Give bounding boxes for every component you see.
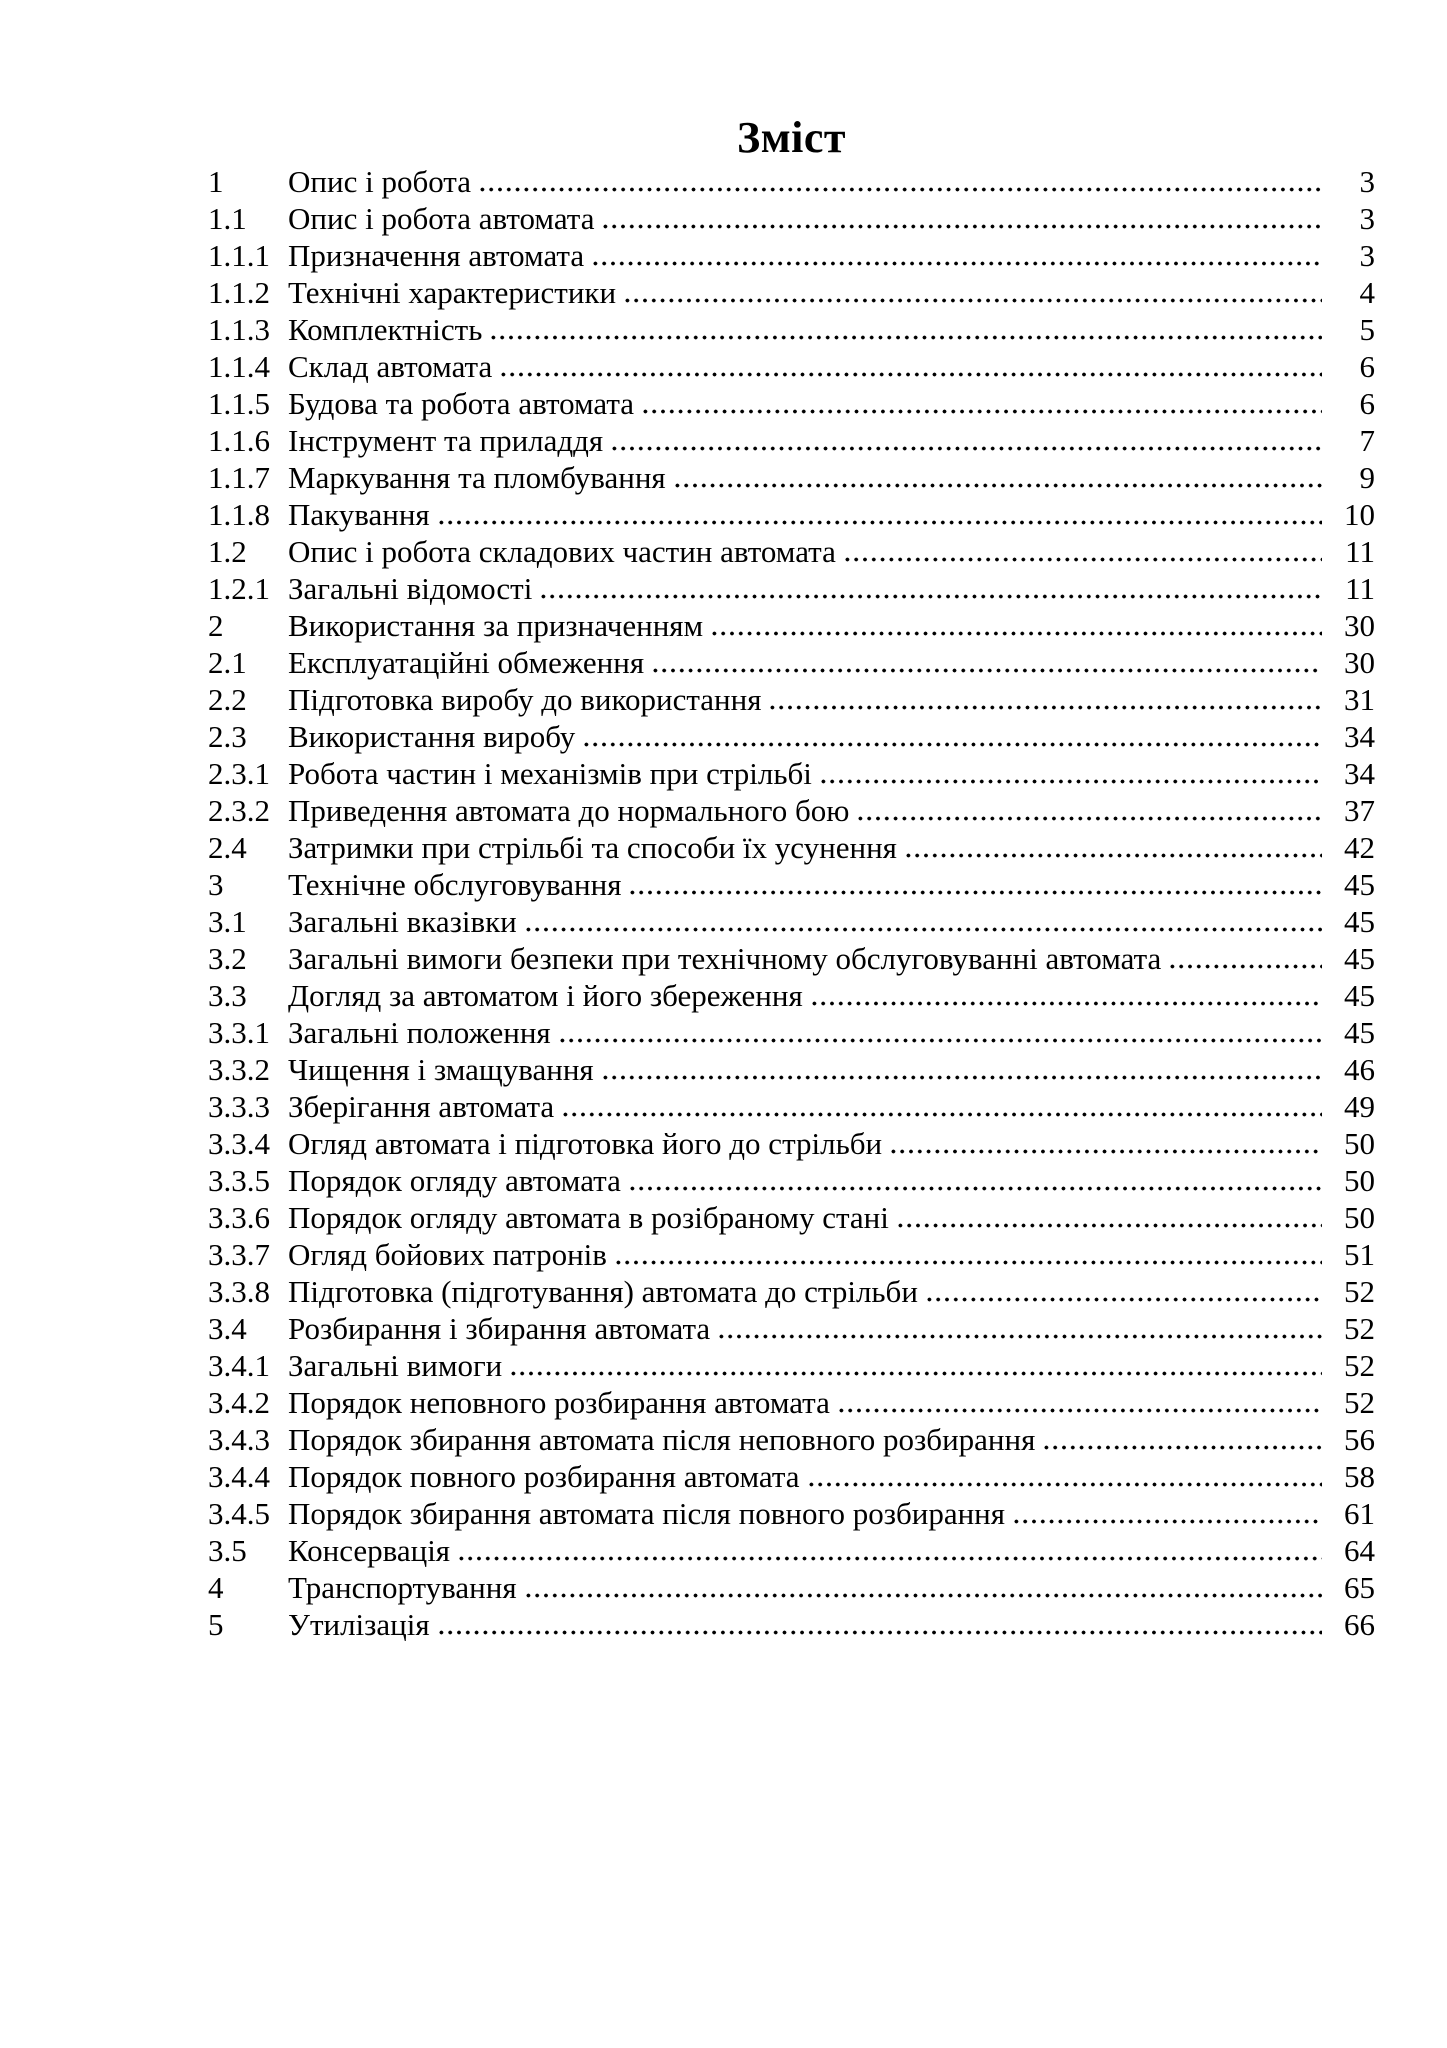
toc-entry-leader-dots <box>837 1384 1322 1421</box>
toc-entry-leader-dots <box>539 570 1322 607</box>
toc-entry-number: 2.1 <box>208 645 247 680</box>
toc-entry-title: Огляд бойових патронів <box>288 1237 607 1272</box>
toc-title: Зміст <box>736 113 847 162</box>
toc-entry-number: 3.4.2 <box>208 1385 270 1420</box>
toc-entry-title: Порядок неповного розбирання автомата <box>288 1385 830 1420</box>
toc-entry-title: Розбирання і збирання автомата <box>288 1311 711 1346</box>
toc-entry-page-number: 49 <box>1344 1089 1375 1124</box>
toc-entry-title: Загальні вказівки <box>288 904 517 939</box>
toc-entry <box>208 607 1375 644</box>
toc-entry-leader-dots <box>856 792 1322 829</box>
toc-entry-title: Експлуатаційні обмеження <box>288 645 645 680</box>
toc-entry-number: 1.1.5 <box>208 386 270 421</box>
toc-entry-title: Порядок повного розбирання автомата <box>288 1459 800 1494</box>
toc-entry-leader-dots <box>819 755 1322 792</box>
toc-entry-title: Використання за призначенням <box>288 608 704 643</box>
toc-entry <box>208 385 1375 422</box>
toc-entry-page-number: 34 <box>1344 719 1375 754</box>
toc-entry-number: 3.3.5 <box>208 1163 270 1198</box>
toc-entry-number: 1.1 <box>208 201 247 236</box>
toc-entry <box>208 570 1375 607</box>
toc-entry-number: 3.4.3 <box>208 1422 270 1457</box>
toc-entry-number: 1 <box>208 164 224 199</box>
toc-entry-page-number: 45 <box>1344 867 1375 902</box>
toc-entry <box>208 311 1375 348</box>
toc-entry-leader-dots <box>904 829 1322 866</box>
toc-entry-page-number: 51 <box>1344 1237 1375 1272</box>
toc-entry-leader-dots <box>591 237 1322 274</box>
toc-entry-leader-dots <box>509 1347 1322 1384</box>
toc-entry <box>208 1421 1375 1458</box>
toc-list <box>208 163 1375 1643</box>
toc-entry-title: Загальні відомості <box>288 571 533 606</box>
toc-entry-title: Робота частин і механізмів при стрільбі <box>288 756 812 791</box>
toc-entry-leader-dots <box>1042 1421 1322 1458</box>
toc-entry-title: Склад автомата <box>288 349 493 384</box>
toc-entry-number: 3.5 <box>208 1533 247 1568</box>
toc-entry-leader-dots <box>810 977 1322 1014</box>
toc-entry-title: Інструмент та приладдя <box>288 423 604 458</box>
toc-entry-title: Огляд автомата і підготовка його до стрільби <box>288 1126 883 1161</box>
toc-entry-leader-dots <box>610 422 1322 459</box>
toc-entry-number: 3.1 <box>208 904 247 939</box>
toc-entry-title: Маркування та пломбування <box>288 460 666 495</box>
toc-entry-number: 3.3.8 <box>208 1274 270 1309</box>
toc-entry-page-number: 46 <box>1344 1052 1375 1087</box>
toc-entry-title: Опис і робота складових частин автомата <box>288 534 836 569</box>
toc-entry <box>208 1014 1375 1051</box>
toc-entry-page-number: 64 <box>1344 1533 1375 1568</box>
toc-entry-leader-dots <box>889 1125 1322 1162</box>
toc-entry-page-number: 56 <box>1344 1422 1375 1457</box>
toc-entry-number: 3.3.7 <box>208 1237 270 1272</box>
toc-entry <box>208 792 1375 829</box>
toc-entry-leader-dots <box>614 1236 1322 1273</box>
toc-entry-number: 2.3 <box>208 719 247 754</box>
toc-entry-page-number: 61 <box>1344 1496 1375 1531</box>
toc-entry-page-number: 6 <box>1359 349 1375 384</box>
toc-entry-title: Пакування <box>288 497 430 532</box>
toc-entry-leader-dots <box>628 1162 1322 1199</box>
toc-entry-title: Загальні вимоги <box>288 1348 503 1383</box>
toc-entry-page-number: 45 <box>1344 1015 1375 1050</box>
toc-entry-page-number: 11 <box>1345 571 1375 606</box>
toc-entry-leader-dots <box>499 348 1322 385</box>
toc-entry-page-number: 52 <box>1344 1311 1375 1346</box>
toc-entry-leader-dots <box>437 496 1322 533</box>
toc-entry-title: Підготовка виробу до використання <box>288 682 762 717</box>
toc-entry-page-number: 45 <box>1344 904 1375 939</box>
toc-entry <box>208 533 1375 570</box>
toc-entry <box>208 903 1375 940</box>
toc-entry-page-number: 6 <box>1359 386 1375 421</box>
toc-entry <box>208 1569 1375 1606</box>
toc-entry-page-number: 3 <box>1359 164 1375 199</box>
toc-entry-number: 1.1.2 <box>208 275 270 310</box>
toc-entry-page-number: 10 <box>1344 497 1375 532</box>
toc-entry-page-number: 3 <box>1359 201 1375 236</box>
toc-entry-number: 3 <box>208 867 224 902</box>
toc-entry <box>208 1051 1375 1088</box>
toc-entry-page-number: 7 <box>1359 423 1375 458</box>
toc-entry-number: 1.1.4 <box>208 349 270 384</box>
toc-entry-title: Загальні вимоги безпеки при технічному обслуговуванні автомата <box>288 941 1162 976</box>
toc-entry-number: 1.1.8 <box>208 497 270 532</box>
toc-entry-leader-dots <box>623 274 1322 311</box>
toc-entry-page-number: 37 <box>1344 793 1375 828</box>
toc-entry <box>208 1162 1375 1199</box>
toc-entry-title: Опис і робота <box>288 164 471 199</box>
toc-entry-leader-dots <box>601 1051 1322 1088</box>
toc-entry <box>208 422 1375 459</box>
toc-entry-number: 3.3.4 <box>208 1126 270 1161</box>
toc-entry <box>208 1532 1375 1569</box>
toc-entry-leader-dots <box>710 607 1322 644</box>
toc-entry <box>208 1310 1375 1347</box>
toc-entry-number: 2.3.1 <box>208 756 270 791</box>
toc-entry-page-number: 30 <box>1344 608 1375 643</box>
toc-entry <box>208 755 1375 792</box>
toc-entry-leader-dots <box>524 903 1322 940</box>
toc-entry-leader-dots <box>843 533 1322 570</box>
toc-entry-page-number: 30 <box>1344 645 1375 680</box>
toc-entry <box>208 866 1375 903</box>
toc-entry-title: Технічні характеристики <box>288 275 617 310</box>
toc-entry-title: Порядок збирання автомата після неповного розбирання <box>288 1422 1036 1457</box>
toc-entry-leader-dots <box>628 866 1322 903</box>
toc-entry-page-number: 45 <box>1344 978 1375 1013</box>
toc-entry-title: Утилізація <box>288 1607 430 1642</box>
toc-entry-number: 1.2 <box>208 534 247 569</box>
toc-entry <box>208 1347 1375 1384</box>
toc-entry-page-number: 5 <box>1359 312 1375 347</box>
toc-entry-number: 3.3.2 <box>208 1052 270 1087</box>
toc-entry-title: Догляд за автоматом і його збереження <box>288 978 803 1013</box>
toc-entry-number: 1.1.3 <box>208 312 270 347</box>
toc-entry-page-number: 66 <box>1344 1607 1375 1642</box>
toc-entry-page-number: 3 <box>1359 238 1375 273</box>
toc-entry-page-number: 34 <box>1344 756 1375 791</box>
toc-entry <box>208 1125 1375 1162</box>
toc-entry-title: Комплектність <box>288 312 483 347</box>
toc-entry <box>208 1273 1375 1310</box>
toc-entry-title: Порядок огляду автомата в розібраному стані <box>288 1200 889 1235</box>
toc-entry-number: 3.2 <box>208 941 247 976</box>
toc-entry-title: Використання виробу <box>288 719 576 754</box>
toc-entry <box>208 274 1375 311</box>
toc-entry-page-number: 42 <box>1344 830 1375 865</box>
toc-entry-page-number: 50 <box>1344 1126 1375 1161</box>
toc-entry-page-number: 45 <box>1344 941 1375 976</box>
toc-entry-number: 3.3 <box>208 978 247 1013</box>
toc-entry-title: Порядок збирання автомата після повного розбирання <box>288 1496 1006 1531</box>
toc-entry-leader-dots <box>524 1569 1322 1606</box>
toc-entry-number: 3.3.1 <box>208 1015 270 1050</box>
toc-entry-number: 4 <box>208 1570 224 1605</box>
toc-entry-number: 1.2.1 <box>208 571 270 606</box>
toc-entry <box>208 496 1375 533</box>
toc-entry <box>208 1384 1375 1421</box>
toc-entry <box>208 1606 1375 1643</box>
toc-entry-title: Підготовка (підготування) автомата до стрільби <box>288 1274 918 1309</box>
toc-entry-title: Приведення автомата до нормального бою <box>288 793 850 828</box>
toc-entry <box>208 237 1375 274</box>
toc-entry <box>208 459 1375 496</box>
toc-entry-leader-dots <box>561 1088 1322 1125</box>
toc-entry-leader-dots <box>582 718 1322 755</box>
toc-entry-title: Консервація <box>288 1533 451 1568</box>
toc-entry-leader-dots <box>807 1458 1322 1495</box>
toc-entry-number: 3.4 <box>208 1311 247 1346</box>
toc-entry <box>208 977 1375 1014</box>
toc-entry-number: 3.4.1 <box>208 1348 270 1383</box>
toc-entry-page-number: 4 <box>1359 275 1375 310</box>
toc-entry-page-number: 50 <box>1344 1163 1375 1198</box>
toc-entry <box>208 940 1375 977</box>
toc-entry <box>208 163 1375 200</box>
toc-entry-leader-dots <box>1168 940 1322 977</box>
toc-entry-page-number: 65 <box>1344 1570 1375 1605</box>
toc-entry-page-number: 50 <box>1344 1200 1375 1235</box>
toc-entry-number: 3.3.3 <box>208 1089 270 1124</box>
toc-entry <box>208 829 1375 866</box>
toc-entry <box>208 1088 1375 1125</box>
toc-entry <box>208 644 1375 681</box>
toc-entry-number: 2 <box>208 608 224 643</box>
toc-entry-leader-dots <box>641 385 1322 422</box>
toc-entry-title: Транспортування <box>288 1570 517 1605</box>
toc-entry-title: Опис і робота автомата <box>288 201 595 236</box>
toc-entry-number: 3.3.6 <box>208 1200 270 1235</box>
toc-entry <box>208 200 1375 237</box>
toc-entry-number: 5 <box>208 1607 224 1642</box>
toc-entry <box>208 718 1375 755</box>
toc-entry-leader-dots <box>896 1199 1322 1236</box>
toc-entry-page-number: 9 <box>1359 460 1375 495</box>
toc-entry <box>208 1199 1375 1236</box>
toc-entry-leader-dots <box>925 1273 1322 1310</box>
toc-entry-number: 1.1.1 <box>208 238 270 273</box>
toc-entry-leader-dots <box>651 644 1322 681</box>
toc-entry-leader-dots <box>558 1014 1322 1051</box>
toc-entry-page-number: 52 <box>1344 1348 1375 1383</box>
toc-entry-leader-dots <box>601 200 1322 237</box>
toc-entry <box>208 1236 1375 1273</box>
toc-entry-number: 2.2 <box>208 682 247 717</box>
toc-entry-title: Чищення і змащування <box>288 1052 594 1087</box>
toc-entry-title: Загальні положення <box>288 1015 551 1050</box>
toc-entry-leader-dots <box>1012 1495 1322 1532</box>
toc-entry-leader-dots <box>489 311 1322 348</box>
toc-entry-number: 3.4.5 <box>208 1496 270 1531</box>
toc-entry-leader-dots <box>457 1532 1322 1569</box>
toc-entry-title: Порядок огляду автомата <box>288 1163 621 1198</box>
toc-entry-leader-dots <box>673 459 1322 496</box>
toc-entry-leader-dots <box>478 163 1322 200</box>
toc-entry <box>208 1458 1375 1495</box>
toc-entry-leader-dots <box>717 1310 1322 1347</box>
toc-entry-page-number: 31 <box>1344 682 1375 717</box>
toc-entry-number: 1.1.7 <box>208 460 270 495</box>
toc-entry-number: 2.4 <box>208 830 247 865</box>
toc-entry-page-number: 11 <box>1345 534 1375 569</box>
toc-entry-page-number: 52 <box>1344 1274 1375 1309</box>
toc-entry-leader-dots <box>768 681 1322 718</box>
toc-entry-title: Будова та робота автомата <box>288 386 635 421</box>
toc-entry-number: 1.1.6 <box>208 423 270 458</box>
toc-entry-page-number: 58 <box>1344 1459 1375 1494</box>
toc-entry-number: 3.4.4 <box>208 1459 270 1494</box>
toc-entry-title: Технічне обслуговування <box>288 867 622 902</box>
toc-entry <box>208 681 1375 718</box>
toc-entry-title: Призначення автомата <box>288 238 585 273</box>
toc-entry-title: Зберігання автомата <box>288 1089 555 1124</box>
toc-entry-leader-dots <box>437 1606 1322 1643</box>
toc-entry <box>208 1495 1375 1532</box>
toc-entry-page-number: 52 <box>1344 1385 1375 1420</box>
toc-entry <box>208 348 1375 385</box>
toc-entry-title: Затримки при стрільбі та способи їх усунення <box>288 830 897 865</box>
toc-entry-number: 2.3.2 <box>208 793 270 828</box>
